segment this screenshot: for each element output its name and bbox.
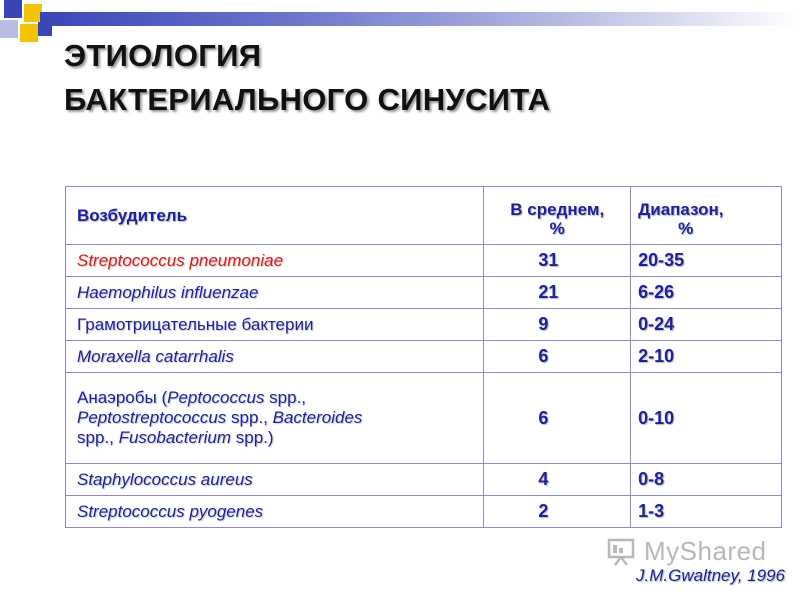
pathogen-name: Haemophilus influenzae xyxy=(66,277,484,309)
header-range xyxy=(631,187,782,245)
pathogen-name: Moraxella catarrhalis xyxy=(66,341,484,373)
header-average-line2: % xyxy=(549,219,565,238)
average-value: 6 xyxy=(484,373,631,464)
anaerobes-part: Анаэробы ( xyxy=(77,388,168,407)
table-header-row xyxy=(66,187,782,245)
table-row xyxy=(66,309,782,341)
header-average-line1: В среднем, xyxy=(510,200,605,219)
table-row xyxy=(66,496,782,528)
average-value: 21 xyxy=(484,277,631,309)
range-value: 0-24 xyxy=(631,309,782,341)
anaerobes-part: spp.) xyxy=(231,428,274,447)
anaerobes-part: spp., xyxy=(264,388,307,407)
range-value: 0-8 xyxy=(631,464,782,496)
etiology-table xyxy=(65,186,782,528)
range-value: 6-26 xyxy=(631,277,782,309)
anaerobes-genus: Fusobacterium xyxy=(118,428,232,447)
deco-square-yellow-2 xyxy=(20,24,38,42)
title-line-1: ЭТИОЛОГИЯ xyxy=(64,38,262,73)
pathogen-name-anaerobes xyxy=(66,373,484,464)
average-value: 31 xyxy=(484,245,631,277)
deco-square-blue xyxy=(4,0,22,18)
anaerobes-genus: Peptostreptococcus xyxy=(77,408,227,427)
watermark-text: MyShared xyxy=(644,536,767,566)
average-value: 6 xyxy=(484,341,631,373)
table-row xyxy=(66,277,782,309)
average-value: 9 xyxy=(484,309,631,341)
pathogen-name: Staphylococcus aureus xyxy=(66,464,484,496)
table-row xyxy=(66,373,782,464)
header-average xyxy=(484,187,631,245)
header-gradient-bar xyxy=(40,12,800,26)
deco-square-lightblue xyxy=(0,20,18,38)
table-row xyxy=(66,464,782,496)
page-title xyxy=(64,34,764,122)
average-value: 2 xyxy=(484,496,631,528)
title-line-2: БАКТЕРИАЛЬНОГО СИНУСИТА xyxy=(64,82,551,117)
table-row xyxy=(66,341,782,373)
anaerobes-genus: Peptococcus xyxy=(167,388,265,407)
header-pathogen: Возбудитель xyxy=(66,187,484,245)
average-value: 4 xyxy=(484,464,631,496)
table-row xyxy=(66,245,782,277)
source-credit: J.M.Gwaltney, 1996 xyxy=(636,566,785,585)
header-range-line2: % xyxy=(678,219,694,238)
anaerobes-part: spp., xyxy=(77,428,119,447)
range-value: 1-3 xyxy=(631,496,782,528)
range-value: 20-35 xyxy=(631,245,782,277)
range-value: 0-10 xyxy=(631,373,782,464)
range-value: 2-10 xyxy=(631,341,782,373)
pathogen-name: Streptococcus pneumoniae xyxy=(66,245,484,277)
anaerobes-part: spp., xyxy=(226,408,273,427)
presentation-board-icon xyxy=(606,537,636,567)
pathogen-name: Грамотрицательные бактерии xyxy=(66,309,484,341)
header-range-line1: Диапазон, xyxy=(638,200,724,219)
anaerobes-genus: Bacteroides xyxy=(272,408,363,427)
pathogen-name: Streptococcus pyogenes xyxy=(66,496,484,528)
